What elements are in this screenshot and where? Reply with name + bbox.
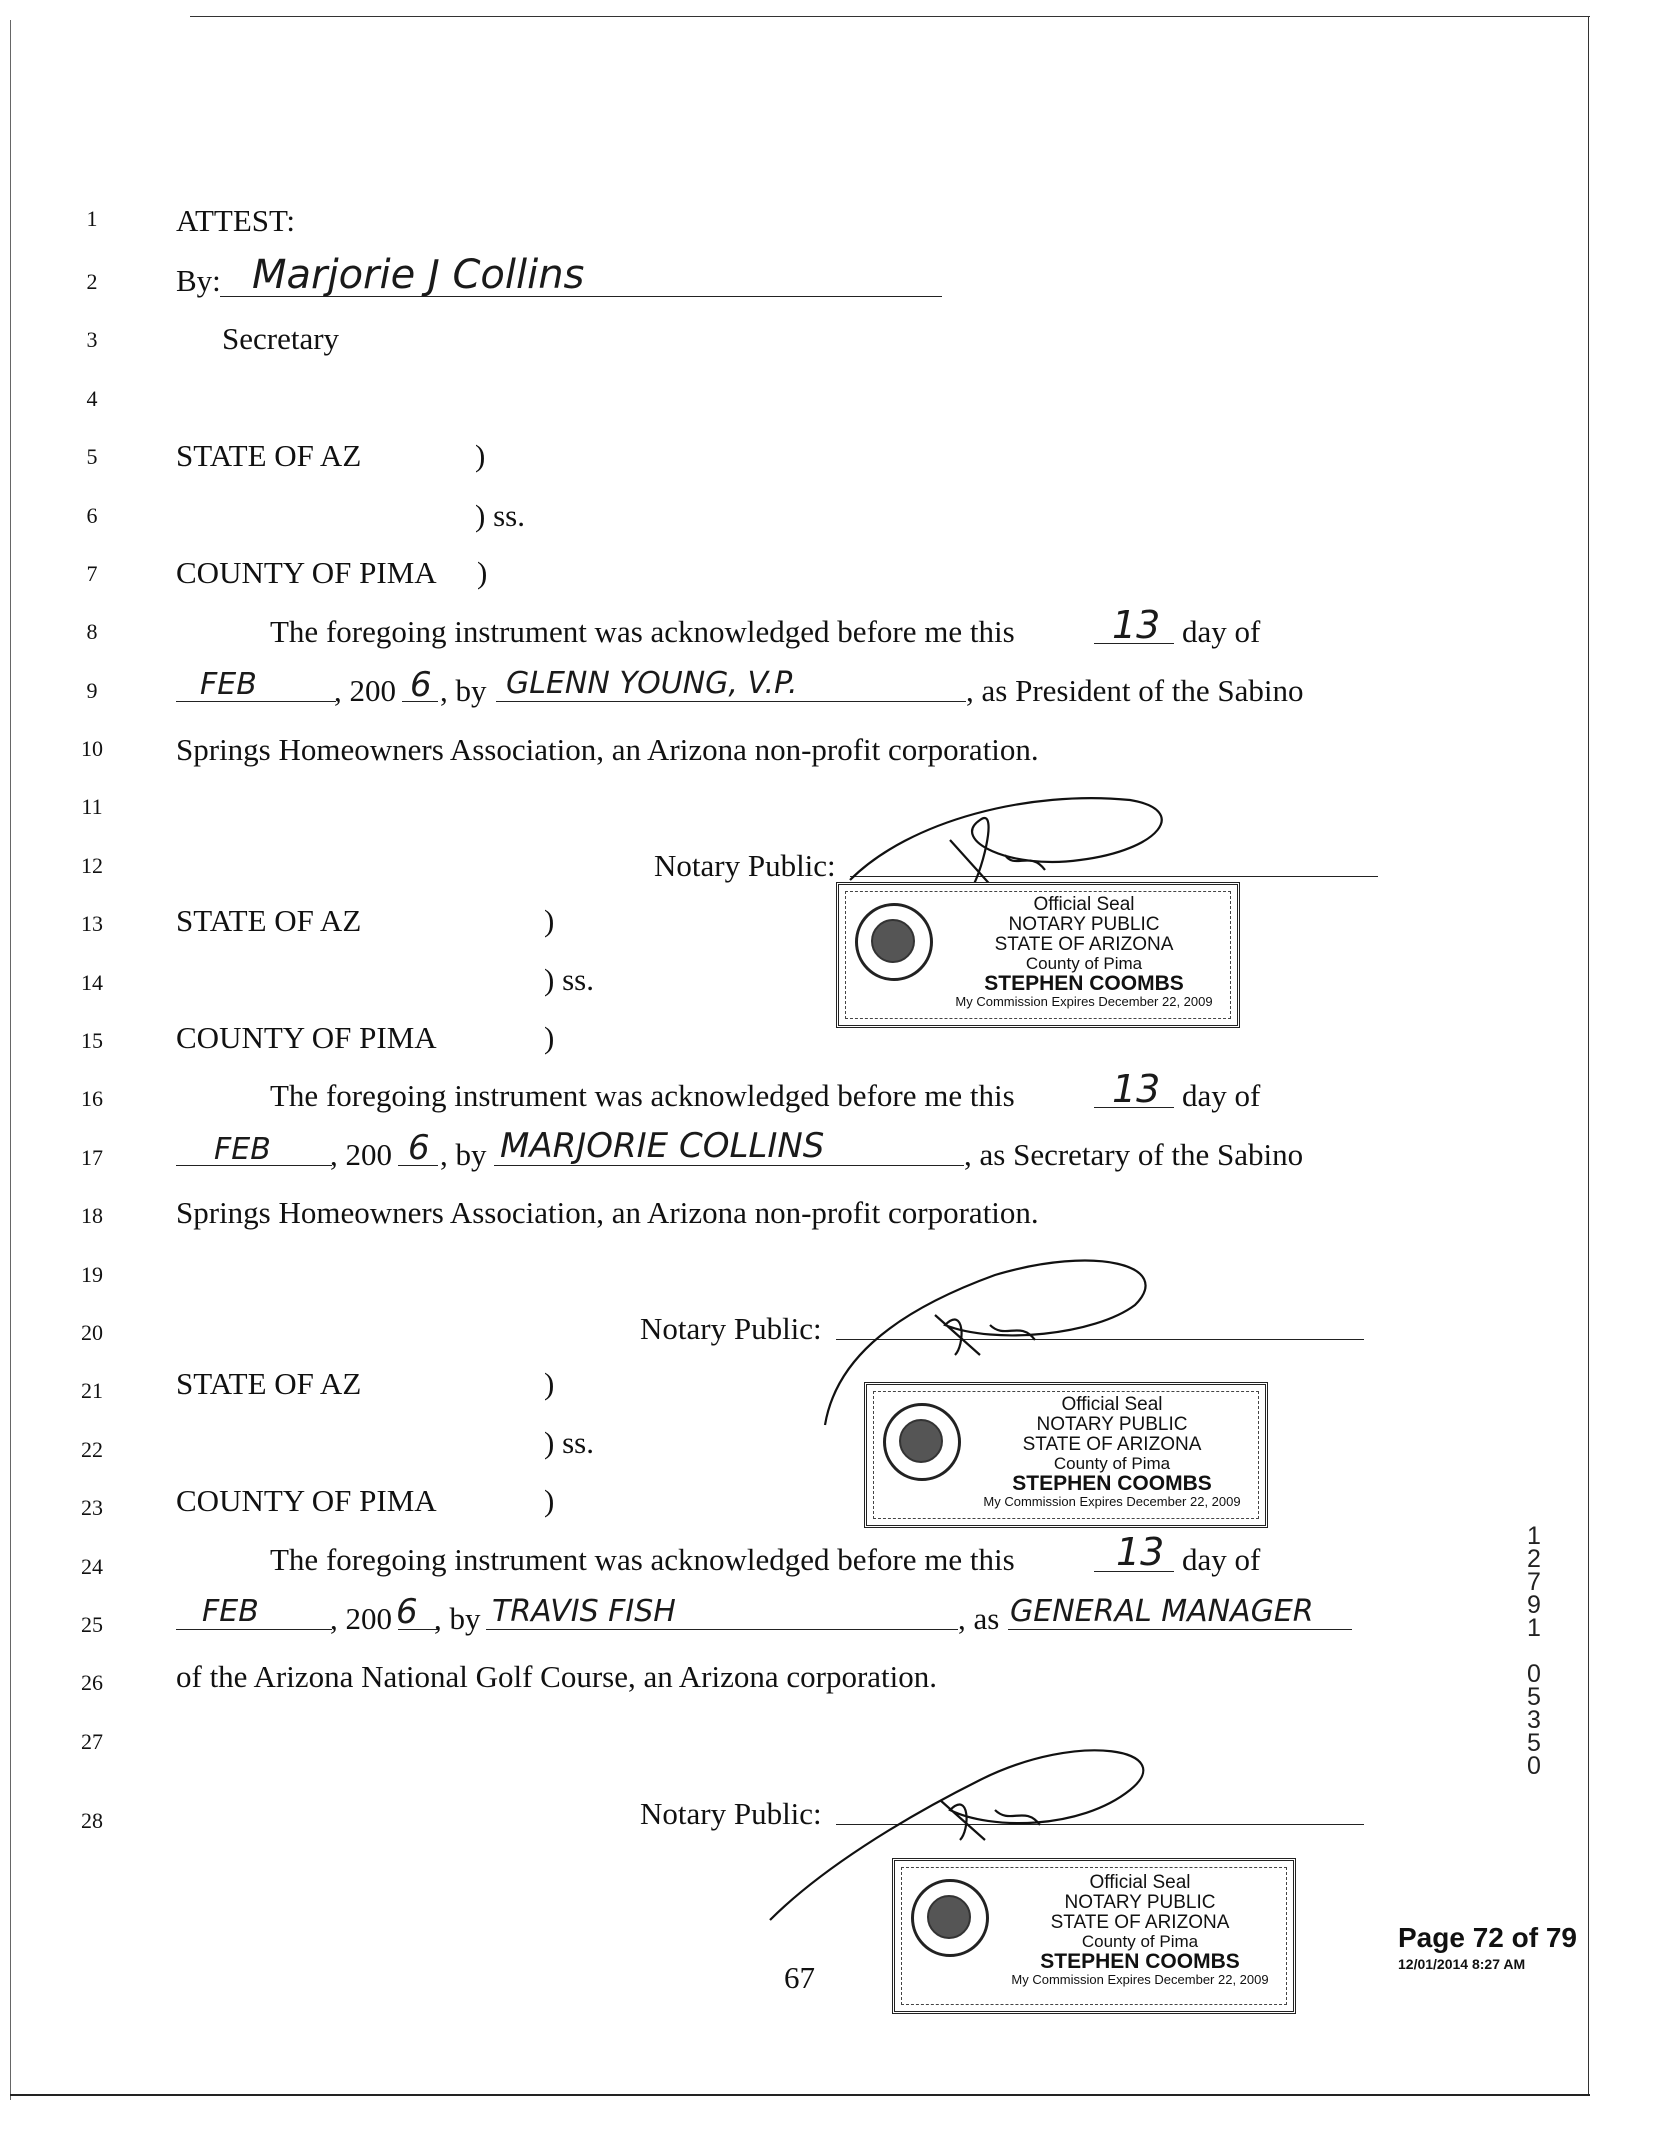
line-number: 1 [86, 206, 98, 231]
line-number: 13 [81, 911, 103, 936]
stamp-line: Official Seal [1033, 894, 1135, 915]
by-3: , by [434, 1601, 481, 1636]
line-number: 12 [81, 853, 103, 878]
name-value-2: MARJORIE COLLINS [500, 1126, 825, 1166]
stamp-line: County of Pima [1025, 953, 1143, 973]
stamp-line: County of Pima [1081, 1931, 1199, 1951]
stamp-line: STATE OF ARIZONA [1022, 1433, 1202, 1455]
attest-label: ATTEST: [176, 203, 296, 238]
arizona-seal-icon [855, 903, 933, 981]
line-number: 18 [81, 1203, 103, 1228]
line-number: 3 [86, 327, 98, 352]
stamp-line: Official Seal [1089, 1872, 1191, 1893]
line-number: 27 [81, 1729, 103, 1754]
line3-3: of the Arizona National Golf Course, an Arizona corporation. [176, 1659, 937, 1694]
line-number: 24 [81, 1554, 103, 1579]
title-blank-3 [1008, 1629, 1352, 1630]
stamp-line: My Commission Expires December 22, 2009 [955, 993, 1213, 1009]
by-1: , by [440, 673, 487, 708]
year-digit-3: 6 [396, 1592, 418, 1632]
line-number: 8 [86, 619, 98, 644]
role-text-1: , as President of the Sabino [966, 673, 1304, 708]
line-number: 23 [81, 1495, 103, 1520]
notary-stamp-1 [836, 882, 1240, 1028]
year-prefix-1: , 200 [334, 673, 396, 708]
notary-public-3: Notary Public: [640, 1796, 822, 1831]
day-value-1: 13 [1112, 603, 1161, 647]
stamp-line: NOTARY PUBLIC [1036, 1413, 1188, 1435]
line-number: 28 [81, 1808, 103, 1833]
bottom-border [10, 2094, 1590, 2096]
line-number: 20 [81, 1320, 103, 1345]
line-number: 2 [86, 269, 98, 294]
line-number: 7 [86, 561, 98, 586]
name-value-3: TRAVIS FISH [492, 1594, 676, 1629]
paren-2c: ) [544, 1020, 555, 1055]
id-char: 1 [1527, 1614, 1541, 1642]
line-number: 21 [81, 1378, 103, 1403]
notary-public-1: Notary Public: [654, 848, 836, 883]
line-number: 19 [81, 1262, 103, 1287]
line-number: 11 [81, 794, 103, 819]
left-border [10, 20, 11, 2100]
state-of-az-1: STATE OF AZ [176, 438, 362, 473]
state-of-az-2: STATE OF AZ [176, 903, 362, 938]
notary-stamp-2 [864, 1382, 1268, 1528]
ack-text-2: The foregoing instrument was acknowledged before me this [270, 1078, 1015, 1113]
id-char: 3 [1527, 1706, 1541, 1734]
county-of-pima-1: COUNTY OF PIMA [176, 555, 437, 590]
line3-2: Springs Homeowners Association, an Arizona non-profit corporation. [176, 1195, 1039, 1230]
stamp-line: County of Pima [1053, 1453, 1171, 1473]
state-of-az-3: STATE OF AZ [176, 1366, 362, 1401]
name-blank-3 [486, 1629, 958, 1630]
line-number: 6 [86, 503, 98, 528]
attest-signature: Marjorie J Collins [252, 252, 585, 298]
by-2: , by [440, 1137, 487, 1172]
year-digit-1: 6 [410, 665, 432, 705]
ss-1: ) ss. [475, 498, 525, 533]
month-blank-3 [176, 1629, 332, 1630]
county-of-pima-2: COUNTY OF PIMA [176, 1020, 437, 1055]
paren-2a: ) [544, 903, 555, 938]
day-value-2: 13 [1112, 1067, 1161, 1111]
ss-3: ) ss. [544, 1425, 594, 1460]
page-number: 67 [784, 1960, 815, 1995]
stamp-line: STATE OF ARIZONA [994, 933, 1174, 955]
line-number: 17 [81, 1145, 103, 1170]
id-char: 2 [1527, 1545, 1541, 1573]
stamp-line: STEPHEN COOMBS [1040, 1949, 1240, 1973]
day-value-3: 13 [1116, 1530, 1165, 1574]
line-number: 10 [81, 736, 103, 761]
by-label: By: [176, 263, 221, 298]
name-blank-1 [496, 701, 966, 702]
line-number: 26 [81, 1670, 103, 1695]
county-of-pima-3: COUNTY OF PIMA [176, 1483, 437, 1518]
line-number: 22 [81, 1437, 103, 1462]
ack-text-3: The foregoing instrument was acknowledged before me this [270, 1542, 1015, 1577]
day-of-3: day of [1182, 1542, 1261, 1577]
day-of-2: day of [1182, 1078, 1261, 1113]
stamp-line: Official Seal [1061, 1394, 1163, 1415]
as-3: , as [958, 1601, 1000, 1636]
id-char: 0 [1527, 1752, 1541, 1780]
id-char: 9 [1527, 1591, 1541, 1619]
stamp-line: My Commission Expires December 22, 2009 [1011, 1971, 1269, 1987]
ack-text-1: The foregoing instrument was acknowledged before me this [270, 614, 1015, 649]
secretary-label: Secretary [222, 321, 340, 356]
role-text-2: , as Secretary of the Sabino [964, 1137, 1304, 1172]
month-value-2: FEB [214, 1132, 271, 1167]
paren-3c: ) [544, 1483, 555, 1518]
id-char: 5 [1527, 1729, 1541, 1757]
title-value-3: GENERAL MANAGER [1010, 1594, 1314, 1629]
timestamp-label: 12/01/2014 8:27 AM [1398, 1956, 1526, 1972]
stamp-line: STATE OF ARIZONA [1050, 1911, 1230, 1933]
page-info [1398, 1922, 1577, 1972]
line-number: 4 [86, 386, 98, 411]
id-char: 5 [1527, 1683, 1541, 1711]
ss-2: ) ss. [544, 962, 594, 997]
name-value-1: GLENN YOUNG, V.P. [506, 666, 798, 701]
notary-stamp-3 [892, 1858, 1296, 2014]
year-prefix-3: , 200 [330, 1601, 392, 1636]
stamp-line: NOTARY PUBLIC [1008, 913, 1160, 935]
stamp-line: STEPHEN COOMBS [984, 971, 1184, 995]
year-prefix-2: , 200 [330, 1137, 392, 1172]
id-char: 1 [1527, 1522, 1541, 1550]
page-of-label: Page 72 of 79 [1398, 1922, 1577, 1953]
line-number: 25 [81, 1612, 103, 1637]
notary-public-2: Notary Public: [640, 1311, 822, 1346]
stamp-line: NOTARY PUBLIC [1064, 1891, 1216, 1913]
month-value-1: FEB [200, 667, 257, 702]
stamp-line: STEPHEN COOMBS [1012, 1471, 1212, 1495]
right-border [1588, 16, 1589, 2096]
arizona-seal-icon [911, 1879, 989, 1957]
top-border [190, 16, 1590, 17]
line-number: 15 [81, 1028, 103, 1053]
day-of-1: day of [1182, 614, 1261, 649]
line3-1: Springs Homeowners Association, an Arizona non-profit corporation. [176, 732, 1039, 767]
month-value-3: FEB [202, 1594, 259, 1629]
paren-3a: ) [544, 1366, 555, 1401]
id-char: 7 [1527, 1568, 1541, 1596]
line-number: 9 [86, 678, 98, 703]
line-number: 5 [86, 444, 98, 469]
arizona-seal-icon [883, 1403, 961, 1481]
paren-1c: ) [477, 555, 488, 590]
line-number: 16 [81, 1086, 103, 1111]
id-char: 0 [1527, 1660, 1541, 1688]
line-number: 14 [81, 970, 103, 995]
paren-1a: ) [475, 438, 486, 473]
year-digit-2: 6 [408, 1128, 430, 1168]
stamp-line: My Commission Expires December 22, 2009 [983, 1493, 1241, 1509]
vertical-document-id [1522, 1522, 1546, 1780]
